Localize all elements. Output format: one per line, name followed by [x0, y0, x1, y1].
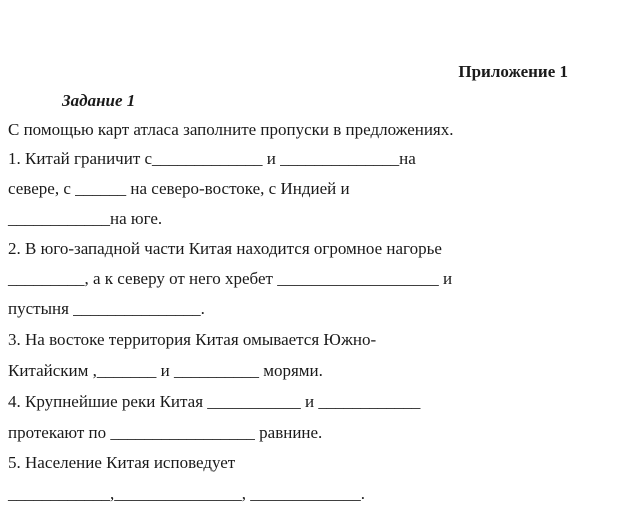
question-2-line-3: пустыня _______________. [8, 299, 205, 318]
question-4-line-1: 4. Крупнейшие реки Китая ___________ и ____________ [8, 392, 421, 411]
question-3-line-2: Китайским ,_______ и __________ морями. [8, 361, 323, 380]
question-4-line-2: протекают по _________________ равнине. [8, 423, 323, 442]
question-1-line-1: 1. Китай граничит с_____________ и ______________на [8, 149, 416, 168]
question-1-line-2: севере, с ______ на северо-востоке, с Индией и [8, 179, 350, 198]
question-1-line-3: ____________на юге. [8, 209, 163, 228]
question-2-line-2: _________, а к северу от него хребет ___________________ и [8, 269, 453, 288]
question-5-line-1: 5. Население Китая исповедует [8, 453, 236, 472]
instruction-line: С помощью карт атласа заполните пропуски в предложениях. [8, 120, 454, 139]
appendix-label: Приложение 1 [458, 62, 568, 81]
question-3-line-1: 3. На востоке территория Китая омывается Южно- [8, 330, 377, 349]
task-title: Задание 1 [62, 91, 136, 110]
question-5-line-2: ____________,_______________, _____________. [8, 484, 365, 503]
question-2-line-1: 2. В юго-западной части Китая находится огромное нагорье [8, 239, 442, 258]
